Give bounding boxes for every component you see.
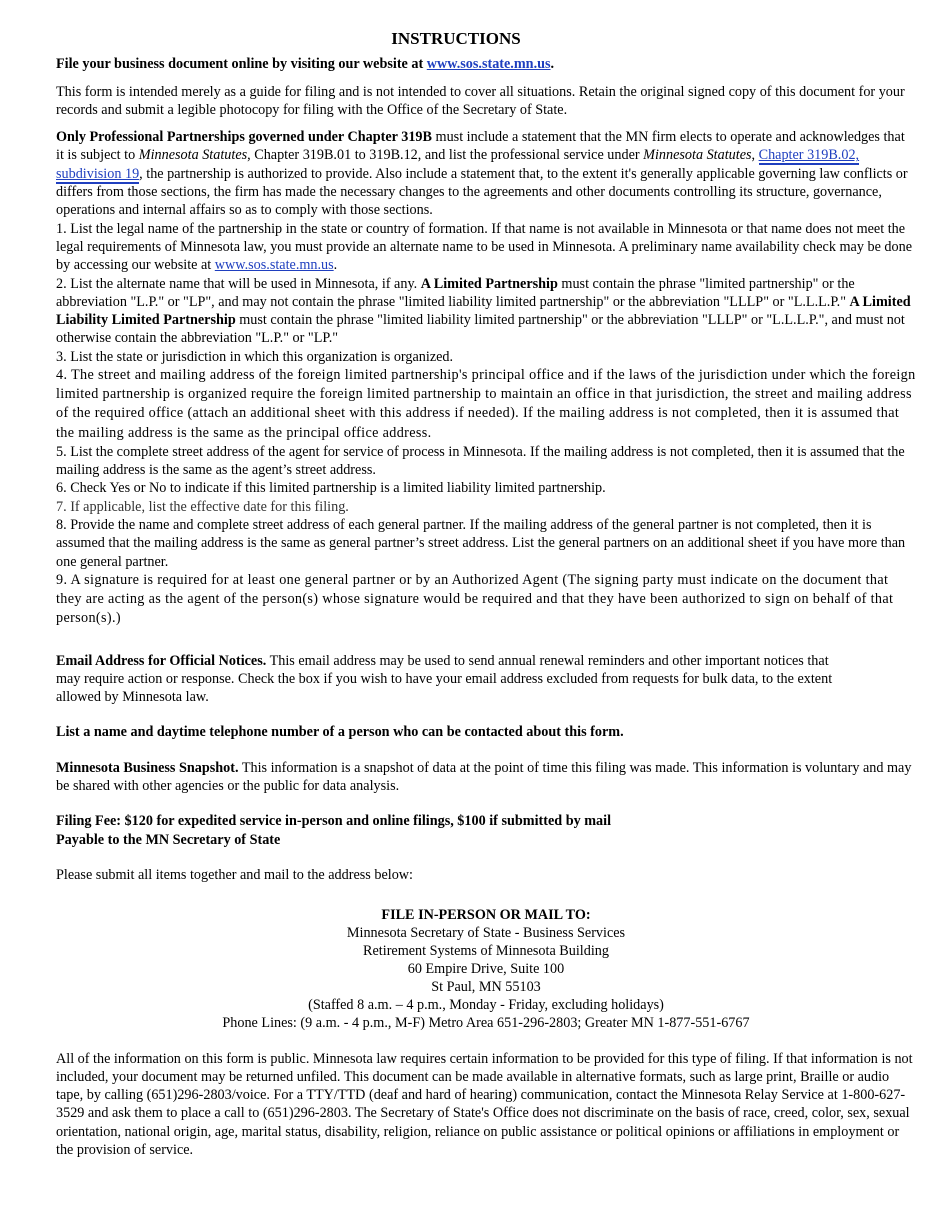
item-2-bold-1: A Limited Partnership bbox=[420, 275, 558, 292]
filing-fee bbox=[56, 812, 916, 849]
instruction-item-4: 4. The street and mailing address of the foreign limited partnership's principal office and if the laws of the jurisdiction under which the foreign limited partnership is organized require the foreign limited partnership to maintain an office in that jurisdiction, the street and mailing address of the required office (attach an additional sheet with this address if needed). If the mailing address is not completed, then it is assumed that the mailing address is the same as the principal office address. bbox=[56, 367, 916, 441]
chapter-319b-link[interactable]: Chapter 319B.02, subdivision 19 bbox=[56, 147, 860, 182]
fee-line-1: Filing Fee: $120 for expedited service in-person and online filings, $100 if submitted by mail bbox=[56, 813, 612, 830]
address-phone: Phone Lines: (9 a.m. - 4 p.m., M-F) Metro Area 651-296-2803; Greater MN 1-877-551-6767 bbox=[222, 1014, 750, 1031]
contact-bold: List a name and daytime telephone number of a person who can be contacted about this form. bbox=[56, 724, 624, 741]
email-bold: Email Address for Official Notices. bbox=[56, 652, 267, 669]
item-1-end: . bbox=[333, 257, 338, 274]
professional-text-2: , Chapter 319B.01 to 319B.12, and list the professional service under bbox=[247, 147, 644, 164]
instruction-item-2 bbox=[56, 275, 916, 348]
address-line-1: Minnesota Secretary of State - Business Services bbox=[346, 925, 626, 942]
email-text: This email address may be used to send annual renewal reminders and other important notices that may require action or response. Check the box if you wish to have your email address excluded from requests for bulk data, to the extent allowed by Minnesota law. bbox=[56, 652, 833, 706]
instruction-item-1 bbox=[56, 220, 916, 275]
contact-paragraph bbox=[56, 723, 916, 741]
online-text: File your business document online by visiting our website at bbox=[56, 56, 427, 73]
fee-line-2: Payable to the MN Secretary of State bbox=[56, 831, 281, 848]
item-2-text-a: 2. List the alternate name that will be used in Minnesota, if any. bbox=[56, 275, 421, 292]
instruction-item-3: 3. List the state or jurisdiction in which this organization is organized. bbox=[56, 348, 454, 365]
snapshot-paragraph bbox=[56, 759, 916, 796]
snapshot-text: This information is a snapshot of data at the point of time this filing was made. This information is voluntary and may be shared with other agencies or the public for data analysis. bbox=[56, 759, 912, 795]
professional-text-3: , bbox=[751, 147, 759, 164]
item-2-text-c: must contain the phrase "limited liability limited partnership" or the abbreviation "LLLP" or "L.L.L.P.", and must not otherwise contain the abbreviation "L.P." or "LP." bbox=[56, 312, 905, 347]
online-period: . bbox=[550, 56, 555, 73]
page-title: INSTRUCTIONS bbox=[391, 29, 521, 48]
address-heading bbox=[56, 907, 916, 925]
snapshot-bold: Minnesota Business Snapshot. bbox=[56, 759, 239, 776]
online-filing-notice bbox=[56, 55, 916, 73]
instruction-item-6: 6. Check Yes or No to indicate if this limited partnership is a limited liability limited partnership. bbox=[56, 480, 606, 497]
item-1-text: 1. List the legal name of the partnership in the state or country of formation. If that name is not available in Minnesota or that name does not meet the legal requirements of Minnesota law, you must provide an alternate name to be used in Minnesota. A preliminary name availability check may be done by accessing our website at bbox=[56, 220, 912, 274]
address-line-3: 60 Empire Drive, Suite 100 bbox=[407, 960, 565, 977]
instruction-item-7: 7. If applicable, list the effective date for this filing. bbox=[56, 498, 349, 515]
address-line-4: St Paul, MN 55103 bbox=[431, 978, 541, 995]
professional-italic-2: Minnesota Statutes bbox=[643, 147, 752, 164]
item-2-bold-2: A Limited Liability Limited Partnership bbox=[56, 293, 911, 329]
professional-text-1: must include a statement that the MN firm elects to operate and acknowledges that it is subject to bbox=[56, 129, 905, 164]
item-1-website-link[interactable]: www.sos.state.mn.us bbox=[214, 257, 334, 274]
email-notice-paragraph bbox=[56, 652, 916, 707]
address-line-2: Retirement Systems of Minnesota Building bbox=[363, 943, 609, 960]
address-heading-text: FILE IN-PERSON OR MAIL TO: bbox=[381, 907, 591, 924]
instruction-item-8: 8. Provide the name and complete street address of each general partner. If the mailing address of the general partner is not completed, then it is assumed that the mailing address is the same as general partner’s street address. List the general partners on an additional sheet if you have more than one general partner. bbox=[56, 517, 906, 570]
instructions-page bbox=[56, 30, 916, 1159]
website-link[interactable]: www.sos.state.mn.us bbox=[426, 56, 551, 73]
address-hours: (Staffed 8 a.m. – 4 p.m., Monday - Friday, excluding holidays) bbox=[308, 996, 664, 1013]
intro-paragraph: This form is intended merely as a guide for filing and is not intended to cover all situations. Retain the original signed copy of this document for your records and submit a legible photocopy for filing with the Office of the Secretary of State. bbox=[56, 83, 905, 118]
instruction-item-5: 5. List the complete street address of the agent for service of process in Minnesota. If the mailing address is not completed, then it is assumed that the mailing address is the same as the agent’s street address. bbox=[56, 443, 905, 479]
mailing-address-block bbox=[56, 907, 916, 1032]
professional-partnership-paragraph bbox=[56, 128, 916, 219]
submit-instruction: Please submit all items together and mail to the address below: bbox=[56, 866, 413, 883]
professional-bold: Only Professional Partnerships governed under Chapter 319B bbox=[56, 129, 432, 146]
public-information-paragraph: All of the information on this form is public. Minnesota law requires certain information to be provided for this type of filing. If that information is not included, your document may be returned unfiled. This document can be made available in alternative formats, such as large print, Braille or audio tape, by calling (651)296-2803/voice. For a TTY/TTD (deaf and hard of hearing) communication, contact the Minnesota Relay Service at 1-800-627-3529 and ask them to place a call to (651)296-2803. The Secretary of State's Office does not discriminate on the basis of race, creed, color, sex, sexual orientation, national origin, age, marital status, disability, religion, reliance on public assistance or political opinions or affiliations in employment or the provision of service. bbox=[56, 1050, 913, 1159]
professional-italic-1: Minnesota Statutes bbox=[138, 147, 248, 164]
instruction-item-9: 9. A signature is required for at least one general partner or by an Authorized Agent (The signing party must indicate on the document that they are acting as the agent of the person(s) whose signature would be required and that they have been authorized to sign on behalf of that person(s).) bbox=[56, 571, 894, 627]
professional-text-4: , the partnership is authorized to provide. Also include a statement that, to the extent it's generally applicable governing law conflicts or differs from those sections, the firm has made the necessary changes to the agreements and other documents controlling its structure, governance, operations and internal affairs so as to comply with those sections. bbox=[56, 165, 908, 219]
item-2-text-b: must contain the phrase "limited partnership" or the abbreviation "L.P." or "LP", and may not contain the phrase "limited liability limited partnership" or the abbreviation "LLLP" or "L.L.L.P." bbox=[56, 275, 855, 310]
